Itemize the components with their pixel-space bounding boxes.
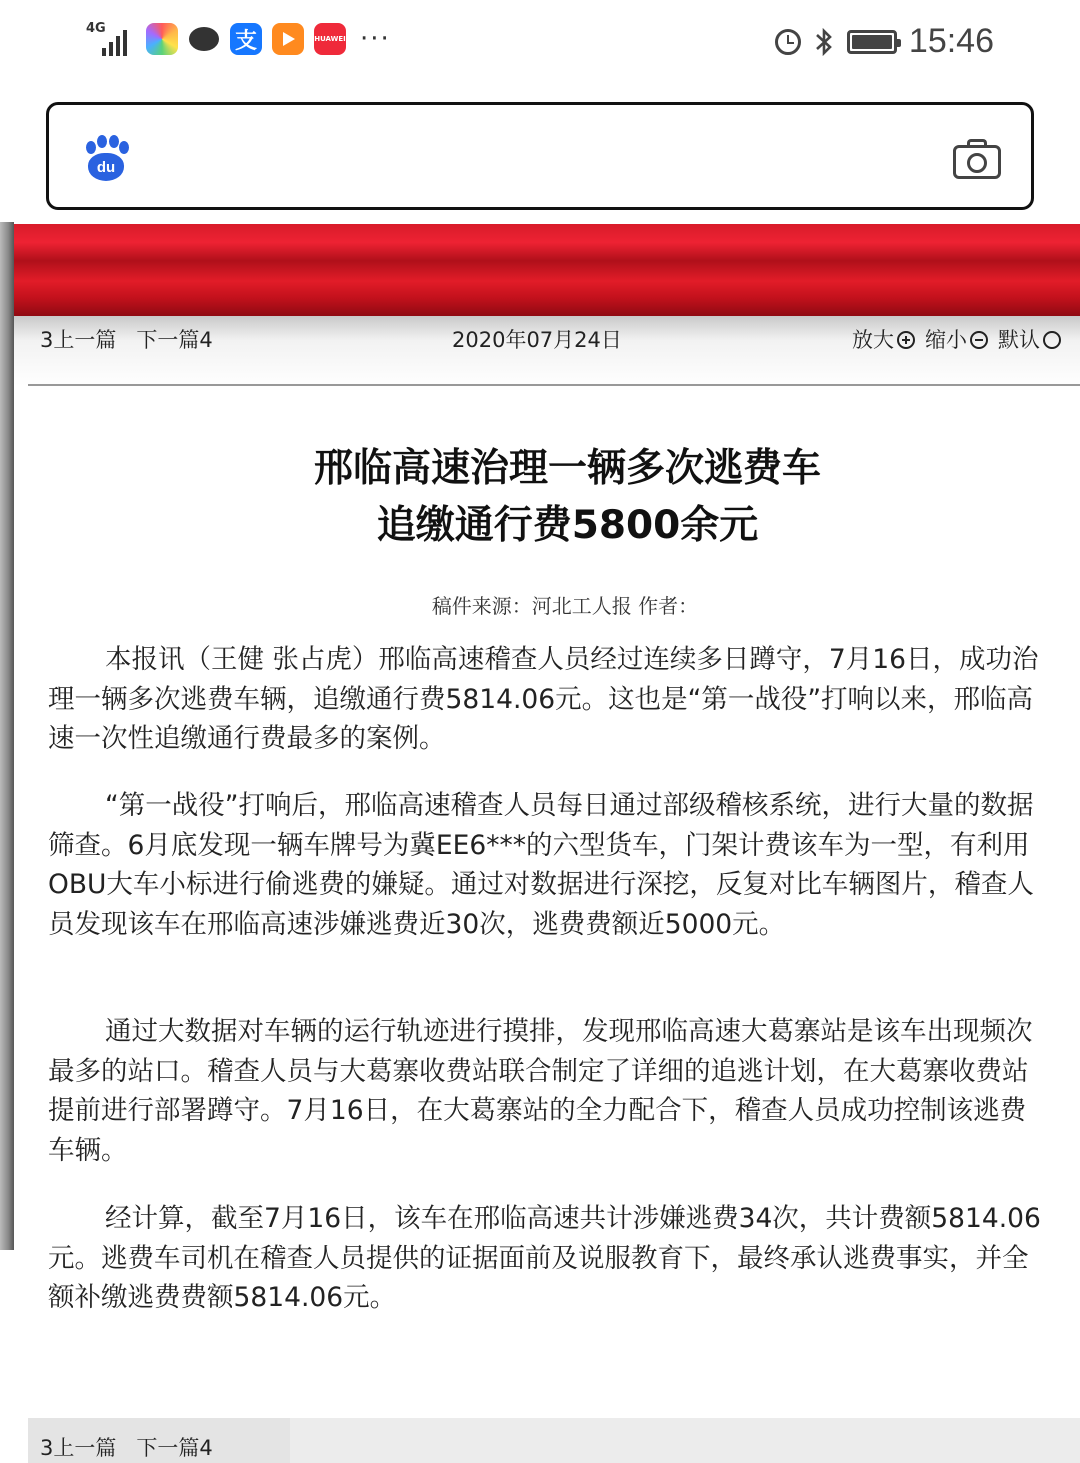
zoom-in-button[interactable]	[852, 326, 915, 354]
battery-icon	[847, 30, 897, 54]
network-type: 4G	[86, 21, 106, 36]
article-title	[0, 440, 1080, 554]
signal-icon	[86, 22, 136, 56]
camera-icon[interactable]	[953, 137, 1001, 179]
page-edge	[0, 222, 14, 1250]
article-paragraph: “第一战役”打响后，邢临高速稽查人员每日通过部级稽核系统，进行大量的数据筛查。6月底发现一辆车牌号为冀EE6***的六型货车，门架计费该车为一型，有利用OBU大车小标进行偷逃费的嫌疑。通过对数据进行深挖，反复对比车辆图片，稽查人员发现该车在邢临高速涉嫌逃费近30次，逃费费额近5000元。	[48, 790, 1034, 940]
article-paragraph: 本报讯（王健 张占虎）邢临高速稽查人员经过连续多日蹲守，7月16日，成功治理一辆多次逃费车辆，追缴通行费5814.06元。这也是“第一战役”打响以来，邢临高速一次性追缴通行费最多的案例。	[48, 644, 1039, 754]
more-notifications-icon: ···	[360, 24, 391, 54]
status-left	[86, 22, 391, 56]
photos-icon	[146, 23, 178, 55]
zoom-default-button[interactable]	[998, 326, 1061, 354]
next-article-link[interactable]: 下一篇4	[136, 1436, 213, 1460]
clock: 15:46	[908, 22, 994, 60]
article-pager-bottom	[40, 1434, 213, 1462]
minus-circle-icon	[970, 331, 988, 349]
search-bar[interactable]	[46, 102, 1034, 210]
article-source: 稿件来源：河北工人报 作者：	[431, 594, 699, 618]
nav-divider	[28, 384, 1080, 386]
title-line-1: 邢临高速治理一辆多次逃费车	[313, 446, 821, 491]
article-paragraph: 通过大数据对车辆的运行轨迹进行摸排，发现邢临高速大葛寨站是该车出现频次最多的站口。稽查人员与大葛寨收费站联合制定了详细的追逃计划，在大葛寨收费站提前进行部署蹲守。7月16日，在大葛寨站的全力配合下，稽查人员成功控制该逃费车辆。	[48, 1016, 1033, 1166]
huawei-store-icon: HUAWEI	[314, 23, 346, 55]
zoom-default-label: 默认	[998, 328, 1040, 352]
status-bar	[0, 0, 1080, 84]
alipay-icon: 支	[230, 23, 262, 55]
article-pager-top	[40, 326, 213, 354]
video-icon	[272, 23, 304, 55]
prev-article-link[interactable]: 3上一篇	[40, 328, 117, 352]
prev-article-link[interactable]: 3上一篇	[40, 1436, 117, 1460]
zoom-out-label: 缩小	[925, 328, 967, 352]
header-banner	[14, 224, 1080, 316]
alarm-icon	[775, 29, 801, 55]
title-line-2: 追缴通行费5800余元	[376, 503, 759, 548]
baidu-logo-text: du	[88, 153, 124, 181]
reset-circle-icon	[1043, 331, 1061, 349]
bluetooth-icon	[813, 27, 835, 57]
status-right	[775, 22, 994, 61]
next-article-link[interactable]: 下一篇4	[136, 328, 213, 352]
plus-circle-icon	[897, 331, 915, 349]
baidu-logo-icon[interactable]	[83, 135, 129, 183]
publish-date: 2020年07月24日	[452, 328, 622, 352]
font-size-controls	[852, 326, 1071, 354]
messages-icon	[188, 23, 220, 55]
zoom-out-button[interactable]	[925, 326, 988, 354]
article-paragraph: 经计算，截至7月16日，该车在邢临高速共计涉嫌逃费34次，共计费额5814.06元。逃费车司机在稽查人员提供的证据面前及说服教育下，最终承认逃费事实，并全额补缴逃费费额5814.06元。	[48, 1203, 1041, 1313]
zoom-in-label: 放大	[852, 328, 894, 352]
